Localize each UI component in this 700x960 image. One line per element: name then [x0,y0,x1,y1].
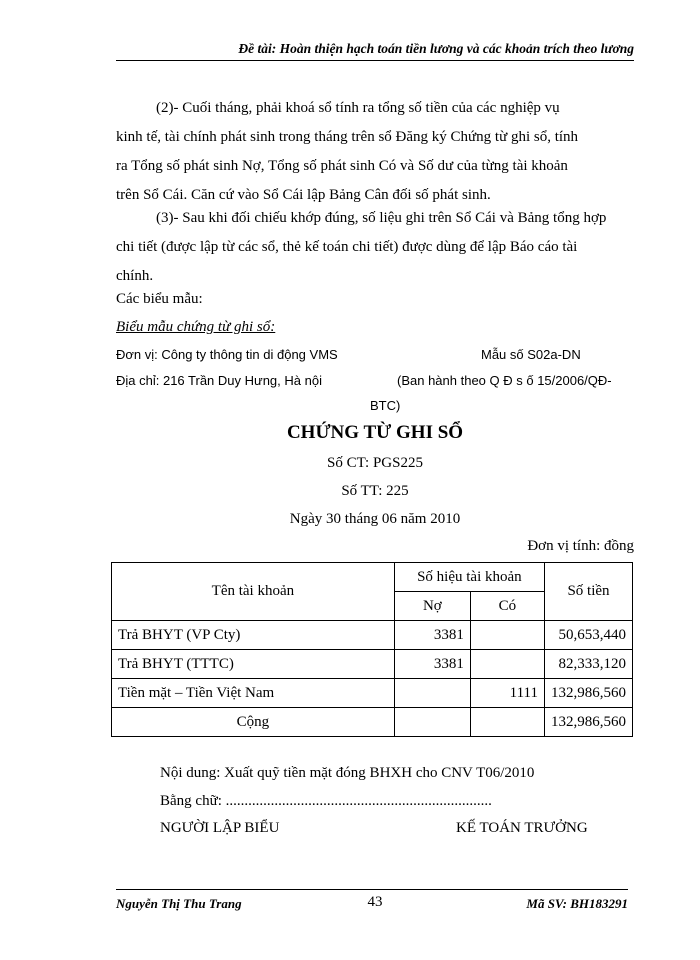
voucher-sequence: Số TT: 225 [341,483,409,499]
row-debit [394,679,470,708]
paragraph-line: (3)- Sau khi đối chiếu khớp đúng, số liệu ghi trên Sổ Cái và Bảng tổng hợp [156,210,607,226]
header-rule [116,60,634,61]
paragraph-step-2 [116,94,634,210]
paragraph-line: (2)- Cuối tháng, phải khoá sổ tính ra tổng số tiền của các nghiệp vụ [156,100,560,116]
row-debit: 3381 [394,650,470,679]
row-account-name: Tiền mặt – Tiền Việt Nam [112,679,395,708]
total-label: Cộng [112,708,395,737]
voucher-number: Số CT: PGS225 [327,455,423,471]
table-total-row [112,708,633,737]
row-credit: 1111 [470,679,544,708]
row-amount: 82,333,120 [544,650,632,679]
prepared-by-label: NGƯỜI LẬP BIỂU [160,820,280,836]
paragraph-step-3 [116,204,634,291]
row-amount: 50,653,440 [544,621,632,650]
amount-in-words: Bằng chữ: ....................................................................... [160,793,492,809]
voucher-title: CHỨNG TỪ GHI SỔ [286,422,464,443]
row-account-name: Trả BHYT (TTTC) [112,650,395,679]
table-row [112,650,633,679]
header-account-number: Số hiệu tài khoản [394,563,544,592]
header-credit: Có [470,592,544,621]
table-header-row [112,563,633,592]
footer-rule [116,889,628,890]
header-debit: Nợ [394,592,470,621]
form-decree-line-1: (Ban hành theo Q Đ s ố 15/2006/QĐ- [397,373,612,388]
total-credit [470,708,544,737]
voucher-date: Ngày 30 tháng 06 năm 2010 [289,511,461,527]
footer-student-id: Mã SV: BH183291 [526,896,628,911]
total-debit [394,708,470,737]
page-number: 43 [367,894,383,910]
header-account-name: Tên tài khoản [112,563,395,621]
voucher-table [111,562,633,737]
row-credit [470,621,544,650]
form-address: Địa chỉ: 216 Trần Duy Hưng, Hà nội [116,373,322,388]
header-amount: Số tiền [544,563,632,621]
paragraph-line: kinh tế, tài chính phát sinh trong tháng trên sổ Đăng ký Chứng từ ghi sổ, tính [116,129,579,145]
row-debit: 3381 [394,621,470,650]
paragraph-line: ra Tổng số phát sinh Nợ, Tổng số phát sinh Có và Số dư của từng tài khoản [116,158,568,174]
table-row [112,621,633,650]
currency-unit: Đơn vị tính: đồng [527,538,634,554]
chief-accountant-label: KẾ TOÁN TRƯỞNG [456,820,588,836]
footer-author: Nguyễn Thị Thu Trang [116,896,242,911]
paragraph-line: trên Sổ Cái. Căn cứ vào Sổ Cái lập Bảng Cân đối số phát sinh. [116,187,491,203]
form-number: Mẫu số S02a-DN [481,347,581,362]
paragraph-line: chi tiết (được lập từ các sổ, thẻ kế toán chi tiết) được dùng để lập Báo cáo tài [116,239,578,255]
page-header-title: Đề tài: Hoàn thiện hạch toán tiền lương và các khoản trích theo lương [238,41,634,56]
forms-label: Các biểu mẫu: [116,291,203,307]
row-account-name: Trả BHYT (VP Cty) [112,621,395,650]
paragraph-line: chính. [116,268,154,284]
form-decree-line-2: BTC) [370,398,401,413]
row-amount: 132,986,560 [544,679,632,708]
total-amount: 132,986,560 [544,708,632,737]
voucher-description: Nội dung: Xuất quỹ tiền mặt đóng BHXH cho CNV T06/2010 [160,765,535,781]
row-credit [470,650,544,679]
form-unit: Đơn vị: Công ty thông tin di động VMS [116,347,338,362]
table-row [112,679,633,708]
form-subtitle: Biểu mẫu chứng từ ghi sổ: [116,319,276,335]
